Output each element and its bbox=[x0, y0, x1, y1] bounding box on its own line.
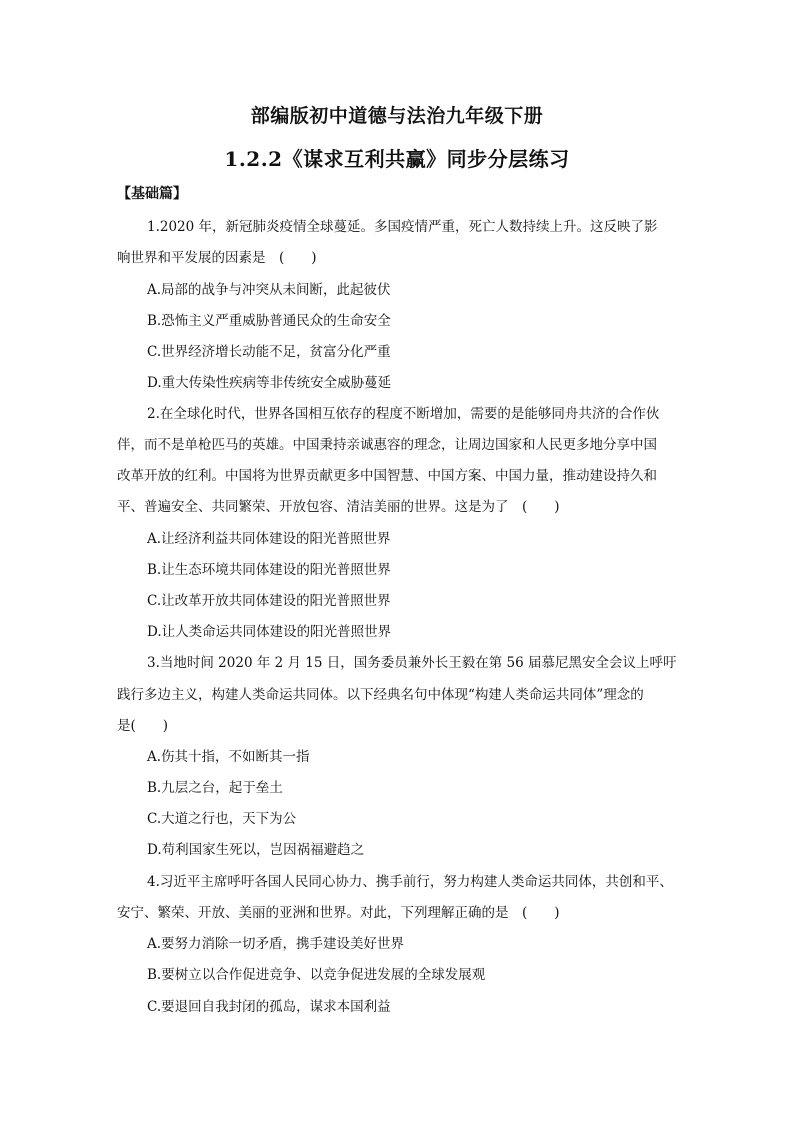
question-3-option-c: C.大道之行也，天下为公 bbox=[147, 811, 297, 827]
question-2-option-a: A.让经济利益共同体建设的阳光普照世界 bbox=[147, 531, 391, 547]
section-label: 【基础篇】 bbox=[117, 186, 187, 202]
document-subtitle: 1.2.2《谋求互利共赢》同步分层练习 bbox=[224, 147, 570, 171]
question-1-text: 1.2020 年，新冠肺炎疫情全球蔓延。多国疫情严重，死亡人数持续上升。这反映了影 bbox=[147, 219, 658, 235]
question-1-option-c: C.世界经济增长动能不足，贫富分化严重 bbox=[147, 344, 391, 360]
question-4-option-a: A.要努力消除一切矛盾，携手建设美好世界 bbox=[147, 936, 405, 952]
question-3-text: 3.当地时间 2020 年 2 月 15 日，国务委员兼外长王毅在第 56 届慕尼黑安全会议上呼吁 bbox=[147, 655, 677, 671]
question-2-text: 2.在全球化时代，世界各国相互依存的程度不断增加，需要的是能够同舟共济的合作伙 bbox=[147, 406, 660, 422]
question-3-option-b: B.九层之台，起于垒土 bbox=[147, 780, 283, 796]
question-3-option-d: D.苟利国家生死以，岂因祸福避趋之 bbox=[147, 842, 365, 858]
question-4-text-cont: 安宁、繁荣、开放、美丽的亚洲和世界。对此，下列理解正确的是 ( ) bbox=[117, 905, 560, 921]
question-1-option-a: A.局部的战争与冲突从未间断，此起彼伏 bbox=[147, 282, 391, 298]
question-1-option-d: D.重大传染性疾病等非传统安全威胁蔓延 bbox=[147, 375, 392, 391]
question-3-text-cont: 是( ) bbox=[117, 718, 169, 734]
question-4-text: 4.习近平主席呼吁各国人民同心协力、携手前行，努力构建人类命运共同体，共创和平、 bbox=[147, 874, 673, 890]
question-2-option-b: B.让生态环境共同体建设的阳光普照世界 bbox=[147, 562, 391, 578]
question-3-option-a: A.伤其十指，不如断其一指 bbox=[147, 749, 310, 765]
question-1-option-b: B.恐怖主义严重威胁普通民众的生命安全 bbox=[147, 313, 391, 329]
question-2-text-cont: 改革开放的红利。中国将为世界贡献更多中国智慧、中国方案、中国力量，推动建设持久和 bbox=[117, 468, 657, 484]
question-2-option-c: C.让改革开放共同体建设的阳光普照世界 bbox=[147, 593, 391, 609]
question-2-option-d: D.让人类命运共同体建设的阳光普照世界 bbox=[147, 624, 392, 640]
question-4-option-c: C.要退回自我封闭的孤岛，谋求本国利益 bbox=[147, 999, 391, 1015]
question-3-text-cont: 践行多边主义，构建人类命运共同体。以下经典名句中体现“构建人类命运共同体”理念的 bbox=[117, 687, 644, 703]
question-1-text-cont: 响世界和平发展的因素是 ( ) bbox=[117, 250, 317, 266]
document-title: 部编版初中道德与法治九年级下册 bbox=[250, 105, 544, 127]
question-2-text-cont: 伴，而不是单枪匹马的英雄。中国秉持亲诚惠容的理念，让周边国家和人民更多地分享中国 bbox=[117, 437, 657, 453]
question-4-option-b: B.要树立以合作促进竞争、以竞争促进发展的全球发展观 bbox=[147, 967, 486, 983]
question-2-text-cont: 平、普遍安全、共同繁荣、开放包容、清洁美丽的世界。这是为了 ( ) bbox=[117, 499, 560, 515]
